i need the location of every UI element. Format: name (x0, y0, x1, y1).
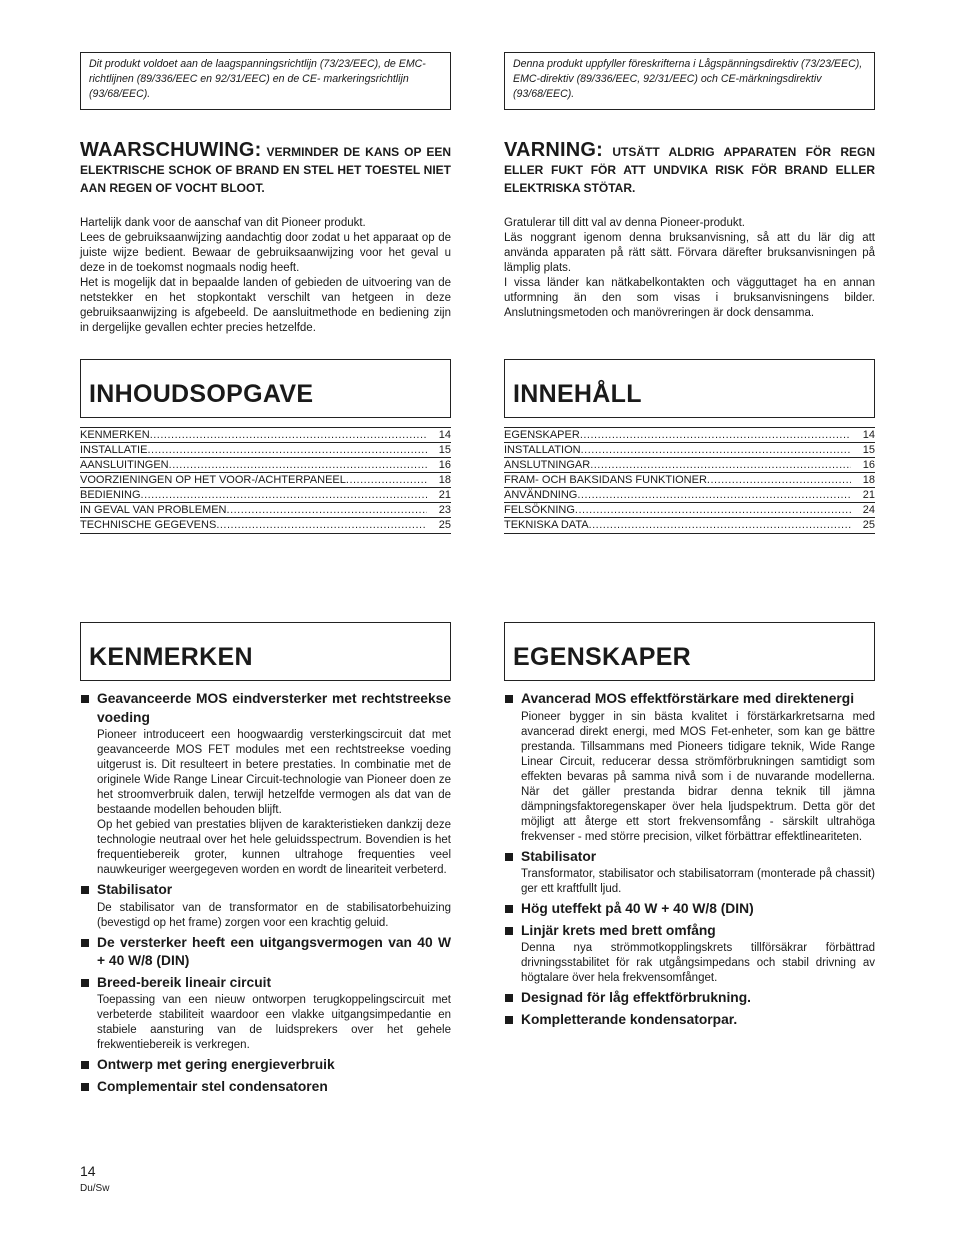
feature-paragraph: Op het gebied van prestaties blijven de karakteristieken dankzij deze technologie neutraal over het hele geluidsspectrum. Bovendien is het frequentiebereik groter, kunnen ultrahoge frequenties veel nauwkeuriger weergegeven worden en wordt de lineariteit verbeterd. (97, 819, 451, 876)
toc-entry[interactable] (504, 503, 875, 518)
feature-item (80, 1078, 451, 1097)
square-bullet-icon (81, 939, 89, 947)
toc-entry[interactable] (80, 458, 451, 473)
toc-entry-page: 23 (438, 504, 451, 516)
square-bullet-icon (81, 695, 89, 703)
warning-heading: WAARSCHUWING: (80, 139, 262, 161)
square-bullet-icon (505, 994, 513, 1002)
square-bullet-icon (81, 1061, 89, 1069)
square-bullet-icon (505, 853, 513, 861)
features-heading-box (504, 622, 875, 681)
feature-title: Breed-bereik lineair circuit (97, 974, 272, 990)
warning-text: UTSÄTT ALDRIG APPARATEN FÖR REGN ELLER FUKT FÖR ATT UNDVIKA RISK FÖR BRAND ELLER ELEKTRISKA STÖTAR. (504, 145, 875, 195)
toc-entry[interactable] (80, 518, 451, 533)
feature-title: Designad för låg effektförbrukning. (521, 990, 751, 1005)
feature-title: Avancerad MOS effektförstärkare med direktenergi (521, 691, 855, 706)
feature-paragraph: Pioneer bygger in sin bästa kvalitet i förstärkarkretsarna med avancerad direkt energi, med MOS Fet-enheter, som kan ge bättre prestanda. Tillsammans med Pioneers tidigare teknik, Wide Range Linear Circuit, reducerar dessa strömförbrukningen samtidigt som effekten bevaras på samma nivå som i de nuvarande modellerna. När det gäller prestanda bidrar denna teknik till jämna dämpningsfaktoregenskaper över hela ljudspektrum. Detta gör det möjligt att återge ett stort frekvensomfång - särskilt ultrahöga frekvenser - med större precision, vilket förbättrar effektlineariteten. (521, 710, 875, 843)
intro-paragraph: Hartelijk dank voor de aanschaf van dit Pioneer produkt. (80, 217, 366, 229)
feature-title: Hög uteffekt på 40 W + 40 W/8 (DIN) (521, 901, 754, 916)
feature-item (80, 1056, 451, 1075)
toc-entry[interactable] (504, 473, 875, 488)
toc-entry[interactable] (504, 443, 875, 458)
feature-description (521, 941, 875, 986)
toc-leader-dots (589, 518, 851, 533)
feature-paragraph: Toepassing van een nieuw ontworpen terugkoppelingscircuit met verbeterde stabiliteit waardoor een vlakke uitgangsimpedantie en stabiele aansturing van de luidsprekers over het gehele frekwentiebereik is verkregen. (97, 994, 451, 1051)
feature-item (80, 881, 451, 931)
toc-entry-page: 24 (862, 504, 875, 516)
emc-notice-text: Dit produkt voldoet aan de laagspanningsrichtlijn (73/23/EEC), de EMC-richtlijnen (89/336/EEC en 92/31/EEC) en de CE- markeringsrichtlijn (93/68/EEC). (89, 58, 426, 101)
toc-leader-dots (580, 428, 851, 442)
toc-entry[interactable] (504, 488, 875, 503)
feature-paragraph: Pioneer introduceert een hoogwaardig versterkingscircuit dat met geavanceerde MOS FET modules met een rechtstreekse voeding uitgerust is. Dit resulteert in betere prestaties. In combinatie met de originele Wide Range Linear Circuit-technologie van Pioneer doen ze het stroomverbruik dalen, terwijl hetzelfde vermogen als dat van de bestaande modellen behouden blijft. (97, 729, 451, 816)
toc-leader-dots (577, 488, 851, 502)
feature-paragraph: Denna nya strömmotkopplingskrets tillförsäkrar förbättrad drivningsstabilitet för rak utgångsimpedans och stabil drivning av högtalare över hela frekvensomfånget. (521, 942, 875, 984)
page-number: 14 (80, 1163, 96, 1179)
feature-item (504, 989, 875, 1008)
toc-entry-label: INSTALLATION (504, 444, 581, 456)
features-heading: KENMERKEN (89, 643, 253, 671)
toc-entry-page: 18 (862, 474, 875, 486)
emc-notice-box (80, 52, 451, 110)
feature-paragraph: Transformator, stabilisator och stabilisatorram (monterade på chassit) ger ett kraftfullt ljud. (521, 868, 875, 895)
square-bullet-icon (81, 1083, 89, 1091)
feature-item (504, 922, 875, 987)
intro-paragraph: Lees de gebruiksaanwijzing aandachtig door zodat u het apparaat op de juiste wijze bedient. Bewaar de gebruiksaanwijzing voor het geval u deze in de toekomst nogmaals nodig heeft. (80, 232, 451, 274)
square-bullet-icon (505, 927, 513, 935)
toc-entry-label: TECHNISCHE GEGEVENS (80, 519, 217, 531)
toc-entry-label: FELSÖKNING (504, 504, 575, 516)
feature-item (504, 1011, 875, 1030)
toc-leader-dots (575, 503, 851, 517)
warning-heading: VARNING: (504, 139, 604, 161)
intro-paragraph: Gratulerar till ditt val av denna Pioneer-produkt. (504, 217, 745, 229)
toc-entry-page: 25 (438, 519, 451, 531)
feature-title: Kompletterande kondensatorpar. (521, 1011, 738, 1027)
feature-title: Geavanceerde MOS eindversterker met rechtstreekse voeding (97, 691, 451, 725)
toc-entry-page: 21 (862, 489, 875, 501)
toc-entry[interactable] (504, 458, 875, 473)
feature-item (504, 900, 875, 919)
intro-paragraph: I vissa länder kan nätkabelkontakten och vägguttaget ha en annan utformning än den som visas i bruksanvisningens bilder. Anslutningsmetoden och manövreringen är dock densamma. (504, 277, 875, 319)
feature-item (80, 690, 451, 878)
toc-entry-label: TEKNISKA DATA (504, 519, 589, 531)
toc-entry[interactable] (504, 518, 875, 533)
features-list (80, 690, 451, 1099)
toc-entry-page: 16 (862, 459, 875, 471)
intro-text (504, 216, 875, 321)
toc-entry-page: 14 (862, 429, 875, 441)
feature-description (521, 867, 875, 897)
features-heading-box (80, 622, 451, 681)
intro-paragraph: Het is mogelijk dat in bepaalde landen of gebieden de uitvoering van de netstekker en het stopkontakt verschilt van hetgeen in deze gebruiksaanwijzing is afgebeeld. De aansluitmethode en bediening zijn in dergelijke gevallen echter precies hetzelfde. (80, 277, 451, 334)
toc-leader-dots (141, 488, 427, 502)
feature-title: Ontwerp met gering energieverbruik (97, 1057, 335, 1072)
toc-heading: INNEHÅLL (513, 380, 642, 408)
toc-entry-label: ANVÄNDNING (504, 489, 578, 501)
toc-entry-page: 25 (862, 519, 875, 531)
feature-description (97, 728, 451, 878)
warning-paragraph (80, 141, 451, 197)
toc-leader-dots (581, 443, 851, 457)
toc-entry-label: FRAM- OCH BAKSIDANS FUNKTIONER (504, 474, 707, 486)
intro-text (80, 216, 451, 336)
intro-paragraph: Läs noggrant igenom denna bruksanvisning, så att du lär dig att använda apparaten på rätt sätt. Förvara därefter bruksanvisningen på lämplig plats. (504, 232, 875, 274)
square-bullet-icon (505, 905, 513, 913)
toc-heading-box (504, 359, 875, 418)
toc-leader-dots (150, 428, 427, 442)
square-bullet-icon (81, 886, 89, 894)
square-bullet-icon (81, 979, 89, 987)
toc-entry-label: IN GEVAL VAN PROBLEMEN (80, 504, 227, 516)
features-heading: EGENSKAPER (513, 643, 692, 671)
toc-entry-page: 16 (438, 459, 451, 471)
toc-heading: INHOUDSOPGAVE (89, 380, 314, 408)
toc-entry[interactable] (80, 503, 451, 518)
feature-description (97, 993, 451, 1053)
feature-paragraph: De stabilisator van de transformator en de stabilisatorbehuizing (bevestigd op het frame) zorgen voor een krachtig geluid. (97, 901, 451, 929)
toc-leader-dots (707, 473, 851, 487)
toc-entry-page: 21 (438, 489, 451, 501)
table-of-contents (504, 427, 875, 534)
feature-title: Stabilisator (521, 848, 597, 864)
square-bullet-icon (505, 695, 513, 703)
toc-entry-label: AANSLUITINGEN (80, 459, 169, 471)
emc-notice-text: Denna produkt uppfyller föreskrifterna i Lågspänningsdirektiv (73/23/EEC), EMC-direktiv (89/336/EEC, 92/31/EEC) och CE-märkningsdirektiv (93/68/EEC). (513, 58, 863, 101)
toc-entry-page: 14 (438, 429, 451, 441)
page-footer (80, 1163, 109, 1196)
warning-text: VERMINDER DE KANS OP EEN ELEKTRISCHE SCHOK OF BRAND EN STEL HET TOESTEL NIET AAN REGEN OF VOCHT BLOOT. (80, 145, 451, 195)
toc-entry-page: 18 (438, 474, 451, 486)
feature-description (521, 710, 875, 845)
toc-leader-dots (169, 458, 427, 472)
feature-title: Stabilisator (97, 882, 173, 897)
toc-entry-page: 15 (862, 444, 875, 456)
feature-item (80, 974, 451, 1054)
feature-item (504, 848, 875, 898)
feature-item (504, 690, 875, 845)
table-of-contents (80, 427, 451, 534)
toc-entry[interactable] (80, 488, 451, 503)
toc-entry-label: EGENSKAPER (504, 429, 580, 441)
toc-entry-label: INSTALLATIE (80, 444, 148, 456)
toc-entry-page: 15 (438, 444, 451, 456)
emc-notice-box (504, 52, 875, 110)
toc-entry[interactable] (504, 428, 875, 443)
square-bullet-icon (505, 1016, 513, 1024)
toc-entry-label: KENMERKEN (80, 429, 150, 441)
warning-paragraph (504, 141, 875, 197)
toc-entry[interactable] (80, 443, 451, 458)
toc-entry[interactable] (80, 473, 451, 488)
toc-leader-dots (346, 473, 427, 487)
toc-leader-dots (216, 518, 427, 533)
toc-entry-label: BEDIENING (80, 489, 141, 501)
feature-title: Complementair stel condensatoren (97, 1078, 328, 1094)
features-list (504, 690, 875, 1032)
toc-leader-dots (227, 503, 427, 517)
feature-description (97, 901, 451, 931)
toc-leader-dots (590, 458, 851, 472)
toc-entry-label: ANSLUTNINGAR (504, 459, 591, 471)
toc-leader-dots (147, 443, 427, 457)
toc-entry-label: VOORZIENINGEN OP HET VOOR-/ACHTERPANEEL (80, 474, 346, 486)
toc-entry[interactable] (80, 428, 451, 443)
toc-heading-box (80, 359, 451, 418)
feature-title: De versterker heeft een uitgangsvermogen van 40 W + 40 W/8 (DIN) (97, 934, 451, 968)
language-code: Du/Sw (80, 1183, 110, 1194)
feature-item (80, 934, 451, 971)
feature-title: Linjär krets med brett omfång (521, 922, 716, 938)
